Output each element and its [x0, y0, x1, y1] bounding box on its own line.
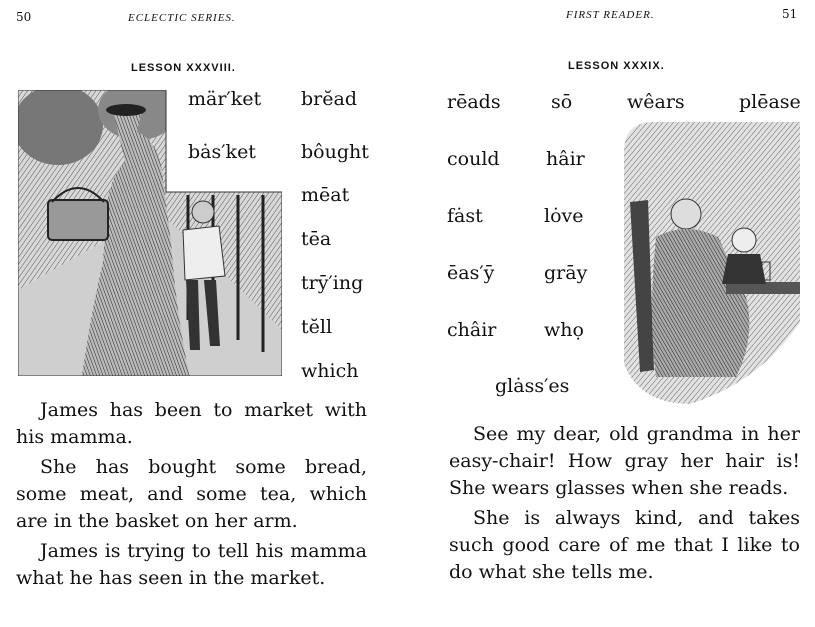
market-illustration — [18, 90, 282, 376]
vocab-word: tĕll — [301, 316, 333, 338]
vocab-word: glȧss′es — [495, 375, 570, 397]
right-running-head: FIRST READER. — [566, 9, 655, 21]
vocab-word: whọ — [544, 319, 584, 341]
vocab-word: which — [301, 360, 359, 382]
vocab-word: rēads — [447, 91, 501, 113]
grandma-illustration-drawing — [616, 122, 800, 404]
vocab-word: could — [447, 148, 500, 170]
left-running-head: ECLECTIC SERIES. — [128, 12, 236, 24]
vocab-word: plēase — [739, 91, 801, 113]
vocab-word: trȳ′ing — [301, 272, 364, 294]
vocab-word: mēat — [301, 184, 350, 206]
lesson-38-text — [16, 397, 367, 592]
lesson-39-title: LESSON XXXIX. — [568, 60, 665, 72]
paragraph: She is always kind, and takes such good care of me that I like to do what she tells me. — [449, 507, 800, 583]
left-page-number: 50 — [16, 10, 32, 24]
paragraph: James has been to market with his mamma. — [16, 399, 367, 448]
vocab-word: bôught — [301, 141, 369, 163]
market-illustration-drawing — [18, 90, 282, 376]
lesson-39-text — [449, 421, 800, 586]
grandma-illustration — [616, 122, 800, 404]
vocab-word: grāy — [544, 262, 588, 284]
vocab-word: mär′ket — [188, 88, 262, 110]
vocab-word: bȧs′ket — [188, 141, 256, 163]
paragraph: See my dear, old grandma in her easy-chair! How gray her hair is! She wears glasses when she reads. — [449, 423, 800, 499]
vocab-word: brĕad — [301, 88, 357, 110]
vocab-word: sō — [551, 91, 573, 113]
paragraph: James is trying to tell his mamma what he has seen in the market. — [16, 540, 367, 589]
vocab-word: hâir — [546, 148, 585, 170]
vocab-word: fȧst — [447, 205, 483, 227]
vocab-word: tēa — [301, 228, 332, 250]
vocab-word: ēas′ȳ — [447, 262, 495, 284]
lesson-38-title: LESSON XXXVIII. — [131, 62, 236, 74]
paragraph: She has bought some bread, some meat, and some tea, which are in the basket on her arm. — [16, 456, 367, 532]
right-page-number: 51 — [782, 7, 798, 21]
vocab-word: wêars — [627, 91, 685, 113]
vocab-word: châir — [447, 319, 497, 341]
vocab-word: lȯve — [544, 205, 584, 227]
